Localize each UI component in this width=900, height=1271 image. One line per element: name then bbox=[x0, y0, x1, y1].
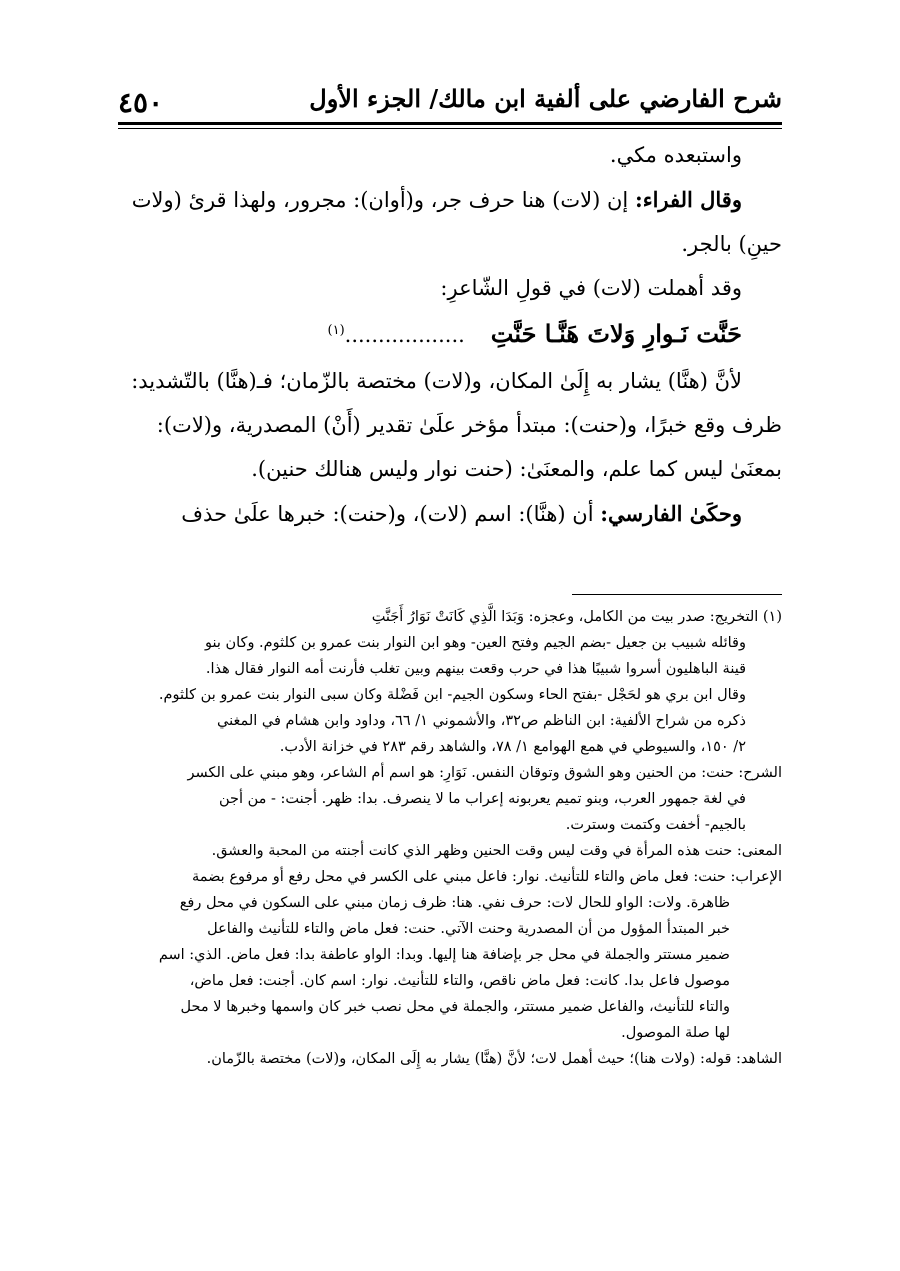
poetry-verse bbox=[118, 319, 782, 348]
footnote-line: الإعراب: حنت: فعل ماض والتاء للتأنيث. نوار: فاعل مبني على الكسر في محل رفع أو مرفوع بضمة bbox=[191, 869, 782, 885]
header-rule-thick bbox=[118, 122, 782, 125]
footnote-line: لها صلة الموصول. bbox=[621, 1025, 730, 1041]
footnote-line: وقال ابن بري هو لحَجْل -بفتح الحاء وسكون الجيم- ابن فَضْلة وكان سبى النوار بنت عمرو بن كلثوم. bbox=[158, 687, 746, 703]
speaker-name: وحكَىٰ الفارسي: bbox=[600, 501, 742, 526]
footnote-line: قينة الباهليون أسروا شبيبًا هذا في حرب وقعت بينهم وبين تغلب فأرنت أمه النوار فقال هذا. bbox=[205, 661, 746, 677]
footnote-line: الشرح: حنت: من الحنين وهو الشوق وتوقان النفس. نَوَارِ: هو اسم أم الشاعر، وهو مبني على الكسر bbox=[187, 765, 782, 781]
page-header bbox=[118, 72, 782, 122]
paragraph: لأنَّ (هنَّا) يشار به إِلَىٰ المكان، و(لات) مختصة بالزّمان؛ فـ(هنَّا) بالتّشديد: bbox=[131, 369, 742, 393]
footnote-line: وقائله شبيب بن جعيل -بضم الجيم وفتح العين- وهو ابن النوار بنت عمرو بن كلثوم. وكان بنو bbox=[204, 635, 746, 651]
paragraph-text: أن (هنَّا): اسم (لات)، و(حنت): خبرها علَىٰ حذف bbox=[181, 502, 594, 526]
verse-dots bbox=[328, 323, 465, 347]
footnote-line: الشاهد: قوله: (ولات هنا)؛ حيث أهمل لات؛ لأنَّ (هنَّا) يشار به إِلَى المكان، و(لات) مختصة بالزّمان. bbox=[206, 1051, 782, 1067]
footnote-line: ظاهرة. ولات: الواو للحال لات: حرف نفي. هنا: ظرف زمان مبني على السكون في محل رفع bbox=[179, 895, 730, 911]
footnotes bbox=[118, 605, 782, 1073]
footnote-line: والتاء للتأنيث، والفاعل ضمير مستتر، والجملة في محل نصب خبر كان واسمها وخبرها لا محل bbox=[180, 999, 730, 1015]
footnote-line: المعنى: حنت هذه المرأة في وقت ليس وقت الحنين وظهر الذي كانت أجنته من المحبة والعشق. bbox=[211, 843, 782, 859]
speaker-name: وقال الفراء: bbox=[634, 187, 742, 212]
footnote-line: خبر المبتدأ المؤول من أن المصدرية وحنت الآتي. حنت: فعل ماض والتاء للتأنيث والفاعل bbox=[207, 921, 730, 937]
verse-hemistich: حَنَّت نَـوارِ وَلاتَ هَنَّـا حَنَّتِ bbox=[490, 319, 742, 348]
verse-ellipsis: .................. bbox=[344, 323, 465, 347]
footnote-line: في لغة جمهور العرب، وبنو تميم يعربونه إعراب ما لا ينصرف. بدا: ظهر. أجنت: - من أجن bbox=[218, 791, 746, 807]
main-text bbox=[118, 142, 782, 545]
footnote-separator bbox=[572, 594, 782, 595]
paragraph: وقد أهملت (لات) في قولِ الشّاعرِ: bbox=[440, 276, 742, 300]
footnote-line: ٢/ ١٥٠، والسيوطي في همع الهوامع ١/ ٧٨، والشاهد رقم ٢٨٣ في خزانة الأدب. bbox=[279, 739, 746, 755]
footnote-line: ضمير مستتر والجملة في محل جر بإضافة هنا إليها. وبدا: الواو عاطفة بدا: فعل ماض. الذي: اسم bbox=[158, 947, 730, 963]
page-number: ٤٥٠ bbox=[118, 86, 164, 119]
paragraph: واستبعده مكي. bbox=[609, 143, 742, 167]
header-rule-thin bbox=[118, 128, 782, 129]
paragraph bbox=[118, 500, 782, 528]
footnote-line: موصول فاعل بدا. كانت: فعل ماض ناقص، والتاء للتأنيث. نوار: اسم كان. أجنت: فعل ماض، bbox=[189, 973, 730, 989]
paragraph bbox=[118, 186, 782, 214]
footnote-line: ذكره من شراح الألفية: ابن الناظم ص٣٢، والأشموني ١/ ٦٦، وداود وابن هشام في المغني bbox=[217, 713, 746, 729]
paragraph-text: إن (لات) هنا حرف جر، و(أوان): مجرور، ولهذا قرئ (ولات bbox=[131, 188, 629, 212]
footnote-line: بالجيم- أخفت وكتمت وسترت. bbox=[565, 817, 746, 833]
paragraph: حينِ) بالجر. bbox=[681, 232, 782, 256]
running-title: شرح الفارضي على ألفية ابن مالك/ الجزء الأول bbox=[309, 84, 782, 113]
paragraph: ظرف وقع خبرًا، و(حنت): مبتدأ مؤخر علَىٰ تقدير (أَنْ) المصدرية، و(لات): bbox=[156, 413, 782, 437]
paragraph: بمعنَىٰ ليس كما علم، والمعنَىٰ: (حنت نوار وليس هنالك حنين). bbox=[251, 457, 782, 481]
footnote-ref: (١) bbox=[327, 323, 345, 338]
footnote-line: (١) التخريج: صدر بيت من الكامل، وعجزه: وَبَدَا الَّذِي كَانَتْ نَوَارُ أَجَنَّتِ bbox=[371, 609, 782, 625]
